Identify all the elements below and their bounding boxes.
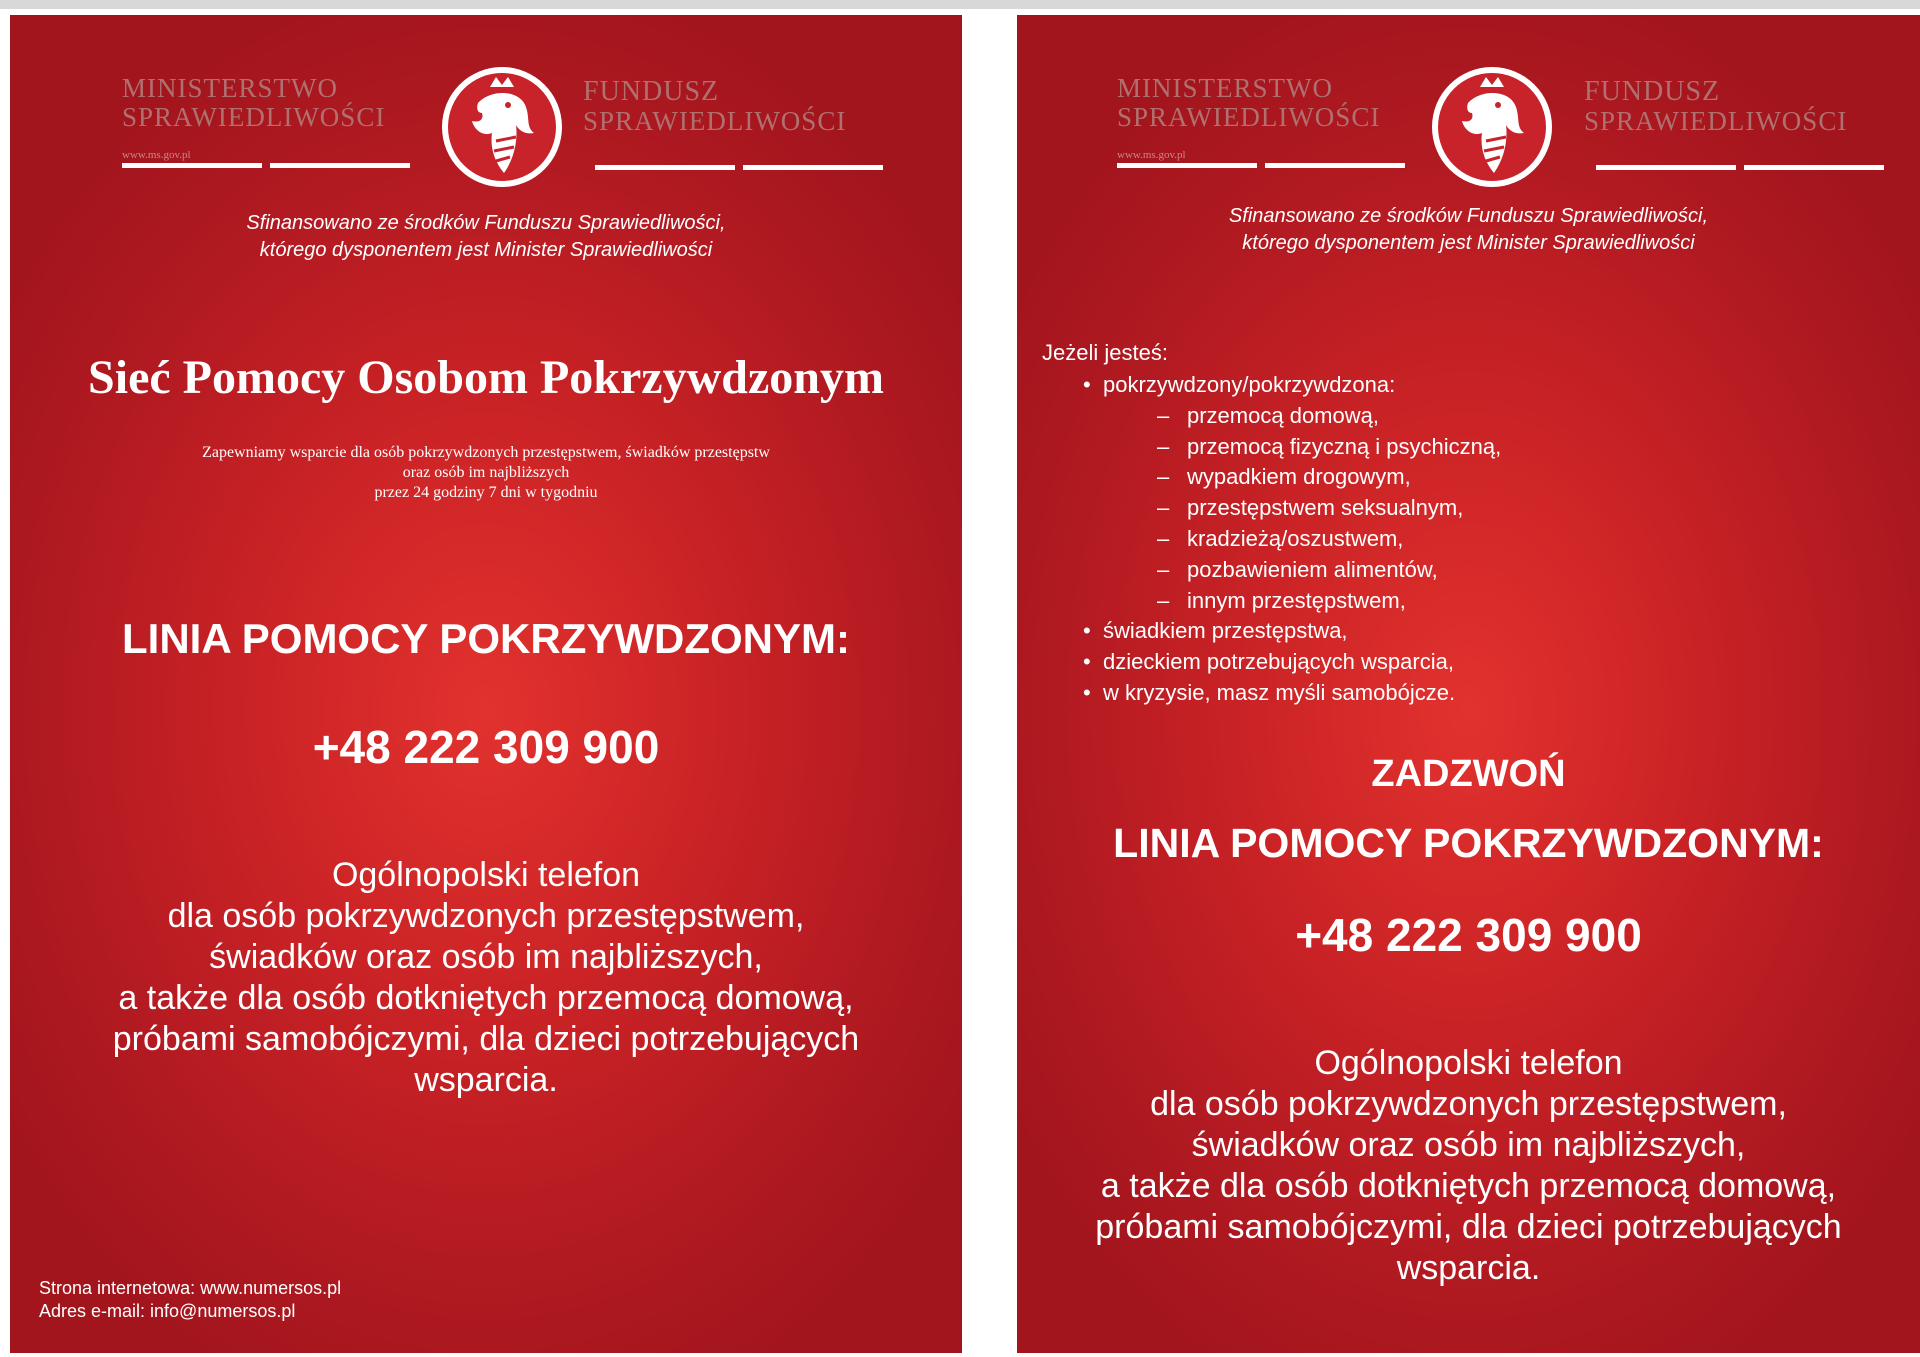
helpline-description — [1017, 1043, 1920, 1289]
support-line: Zapewniamy wsparcie dla osób pokrzywdzonych przestępstwem, świadków przestępstw — [202, 444, 770, 461]
support-line: oraz osób im najbliższych — [402, 464, 570, 481]
list-item — [1057, 678, 1501, 709]
description-line: dla osób pokrzywdzonych przestępstwem, — [167, 897, 805, 935]
support-line: przez 24 godziny 7 dni w tygodniu — [374, 484, 598, 501]
white-eagle-icon — [438, 63, 566, 191]
description-line: wsparcia. — [1396, 1249, 1541, 1287]
ministry-logo — [122, 73, 422, 161]
fund-name-line2: SPRAWIEDLIWOŚCI — [1584, 106, 1848, 136]
list-item — [1057, 462, 1501, 493]
ministry-name-line1: MINISTERSTWO — [1117, 73, 1333, 103]
helpline-description — [10, 855, 962, 1101]
list-item — [1057, 401, 1501, 432]
bullet-icon: • — [1083, 618, 1091, 644]
phone-number: +48 222 309 900 — [1295, 909, 1642, 961]
dash-icon: – — [1157, 433, 1170, 459]
description-line: a także dla osób dotkniętych przemocą domową, — [1100, 1167, 1837, 1205]
logo-stripe — [595, 165, 735, 170]
ministry-name-line2: SPRAWIEDLIWOŚCI — [1117, 102, 1381, 132]
description-line: a także dla osób dotkniętych przemocą domową, — [118, 979, 854, 1017]
ministry-logo — [1117, 73, 1417, 161]
helpline-heading: LINIA POMOCY POKRZYWDZONYM: — [122, 615, 850, 662]
funding-line: Sfinansowano ze środków Funduszu Sprawiedliwości, — [1228, 205, 1709, 227]
ministry-name-line1: MINISTERSTWO — [122, 73, 338, 103]
funding-line: którego dysponentem jest Minister Sprawiedliwości — [259, 239, 713, 261]
white-eagle-icon — [1428, 63, 1556, 191]
page-title: Sieć Pomocy Osobom Pokrzywdzonym — [88, 351, 884, 404]
description-line: próbami samobójczymi, dla dzieci potrzebujących — [1095, 1208, 1842, 1246]
helpline-heading: LINIA POMOCY POKRZYWDZONYM: — [1113, 820, 1824, 866]
leaflet-left — [10, 15, 962, 1353]
logo-stripe — [743, 165, 883, 170]
list-item — [1057, 586, 1501, 617]
list-item-text: przestępstwem seksualnym, — [1187, 495, 1464, 521]
list-item-text: przemocą domową, — [1187, 402, 1379, 428]
logo-stripe — [1596, 165, 1736, 170]
description-line: świadków oraz osób im najbliższych, — [1191, 1126, 1746, 1164]
list-item-text: dzieckiem potrzebujących wsparcia, — [1103, 649, 1454, 675]
dash-icon: – — [1157, 464, 1170, 490]
list-item-text: innym przestępstwem, — [1187, 587, 1406, 613]
fund-logo — [1584, 77, 1884, 135]
dash-icon: – — [1157, 525, 1170, 551]
list-item-text: przemocą fizyczną i psychiczną, — [1187, 433, 1502, 459]
logo-stripe — [122, 163, 262, 168]
ministry-url: www.ms.gov.pl — [1117, 149, 1186, 161]
logo-stripe — [1265, 163, 1405, 168]
eligibility-intro: Jeżeli jesteś: — [1042, 340, 1168, 365]
bullet-icon: • — [1083, 649, 1091, 675]
funding-line: Sfinansowano ze środków Funduszu Sprawiedliwości, — [246, 212, 726, 234]
logo-stripe — [1744, 165, 1884, 170]
description-line: wsparcia. — [414, 1061, 558, 1099]
list-item — [1057, 555, 1501, 586]
list-item — [1057, 524, 1501, 555]
description-line: dla osób pokrzywdzonych przestępstwem, — [1150, 1085, 1787, 1123]
list-item — [1057, 493, 1501, 524]
description-line: Ogólnopolski telefon — [1314, 1044, 1623, 1082]
ministry-name-line2: SPRAWIEDLIWOŚCI — [122, 102, 386, 132]
bullet-icon: • — [1083, 679, 1091, 705]
fund-name-line2: SPRAWIEDLIWOŚCI — [583, 106, 847, 136]
list-item-text: świadkiem przestępstwa, — [1103, 618, 1348, 644]
list-item-text: pokrzywdzony/pokrzywdzona: — [1103, 372, 1396, 397]
fund-logo — [583, 77, 883, 135]
logo-stripe — [1117, 163, 1257, 168]
ministry-url: www.ms.gov.pl — [122, 149, 191, 161]
bullet-icon: • — [1083, 372, 1091, 397]
logo-stripe — [270, 163, 410, 168]
email-text: Adres e-mail: info@numersos.pl — [39, 1301, 296, 1321]
website-text: Strona internetowa: www.numersos.pl — [39, 1278, 342, 1298]
list-item-text: kradzieżą/oszustwem, — [1187, 525, 1404, 551]
funding-line: którego dysponentem jest Minister Sprawiedliwości — [1242, 232, 1695, 254]
description-line: próbami samobójczymi, dla dzieci potrzebujących — [112, 1020, 860, 1058]
list-item — [1057, 432, 1501, 463]
list-item — [1057, 647, 1501, 678]
list-item-text: wypadkiem drogowym, — [1187, 464, 1411, 490]
list-item — [1057, 616, 1501, 647]
funding-note — [1017, 203, 1920, 257]
leaflet-right — [1017, 15, 1920, 1353]
fund-name-line1: FUNDUSZ — [1584, 76, 1721, 107]
scan-edge — [0, 0, 1920, 9]
list-item — [1057, 370, 1501, 401]
description-line: świadków oraz osób im najbliższych, — [209, 938, 763, 976]
phone-number: +48 222 309 900 — [312, 721, 660, 773]
eligibility-list — [1057, 370, 1501, 709]
dash-icon: – — [1157, 587, 1170, 613]
call-heading: ZADZWOŃ — [1371, 753, 1566, 795]
description-line: Ogólnopolski telefon — [331, 856, 641, 894]
fund-name-line1: FUNDUSZ — [583, 76, 720, 107]
dash-icon: – — [1157, 495, 1170, 521]
contact-info — [39, 1277, 341, 1323]
funding-note — [10, 210, 962, 264]
dash-icon: – — [1157, 402, 1170, 428]
list-item-text: w kryzysie, masz myśli samobójcze. — [1103, 679, 1456, 705]
list-item-text: pozbawieniem alimentów, — [1187, 556, 1438, 582]
support-note — [10, 443, 962, 503]
dash-icon: – — [1157, 556, 1170, 582]
